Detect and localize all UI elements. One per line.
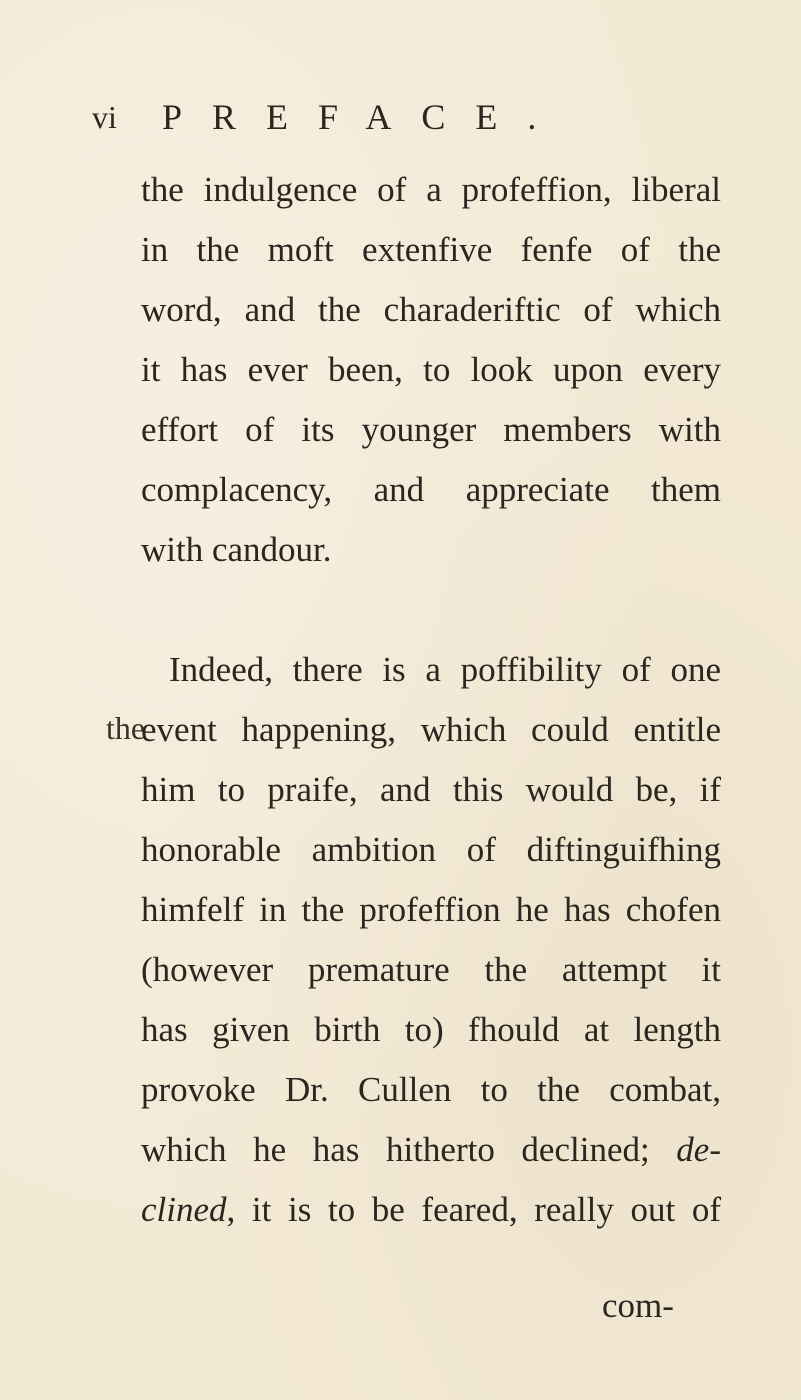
body-text xyxy=(141,160,721,1240)
text-fragment: , it is to be feared, really out of xyxy=(226,1190,721,1229)
page-number: vi xyxy=(92,99,117,135)
text-line: effort of its younger members with xyxy=(141,410,721,449)
text-line: (however premature the attempt it xyxy=(141,950,721,989)
italic-fragment: clined xyxy=(141,1190,227,1229)
text-fragment: which he has hitherto declined; xyxy=(141,1130,677,1169)
text-line: him to praife, and this would be, if xyxy=(141,770,721,809)
italic-fragment: de- xyxy=(676,1130,721,1169)
page-header xyxy=(92,92,712,142)
handwritten-margin-note: the xyxy=(106,710,146,746)
text-line: word, and the charaderiftic of which xyxy=(141,290,721,329)
text-line xyxy=(141,1120,721,1180)
text-line: Indeed, there is a poffibility of one xyxy=(169,650,721,689)
text-line: complacency, and appreciate them xyxy=(141,470,721,509)
paragraph-gap xyxy=(141,580,721,640)
paragraph-1 xyxy=(141,160,721,580)
text-line: has given birth to) fhould at length xyxy=(141,1010,721,1049)
text-line: provoke Dr. Cullen to the combat, xyxy=(141,1070,721,1109)
text-line: the indulgence of a profeffion, liberal xyxy=(141,170,721,209)
text-line: event happening, which could entitle xyxy=(141,710,721,749)
text-line xyxy=(141,1180,721,1240)
catchword: com- xyxy=(602,1286,674,1325)
running-title: PREFACE. xyxy=(162,97,567,137)
text-line: himfelf in the profeffion he has chofen xyxy=(141,890,721,929)
text-line: with candour. xyxy=(141,530,332,569)
text-line: in the moft extenfive fenfe of the xyxy=(141,230,721,269)
text-line: honorable ambition of diftinguifhing xyxy=(141,830,721,869)
text-line: it has ever been, to look upon every xyxy=(141,350,721,389)
paragraph-2 xyxy=(141,640,721,1240)
